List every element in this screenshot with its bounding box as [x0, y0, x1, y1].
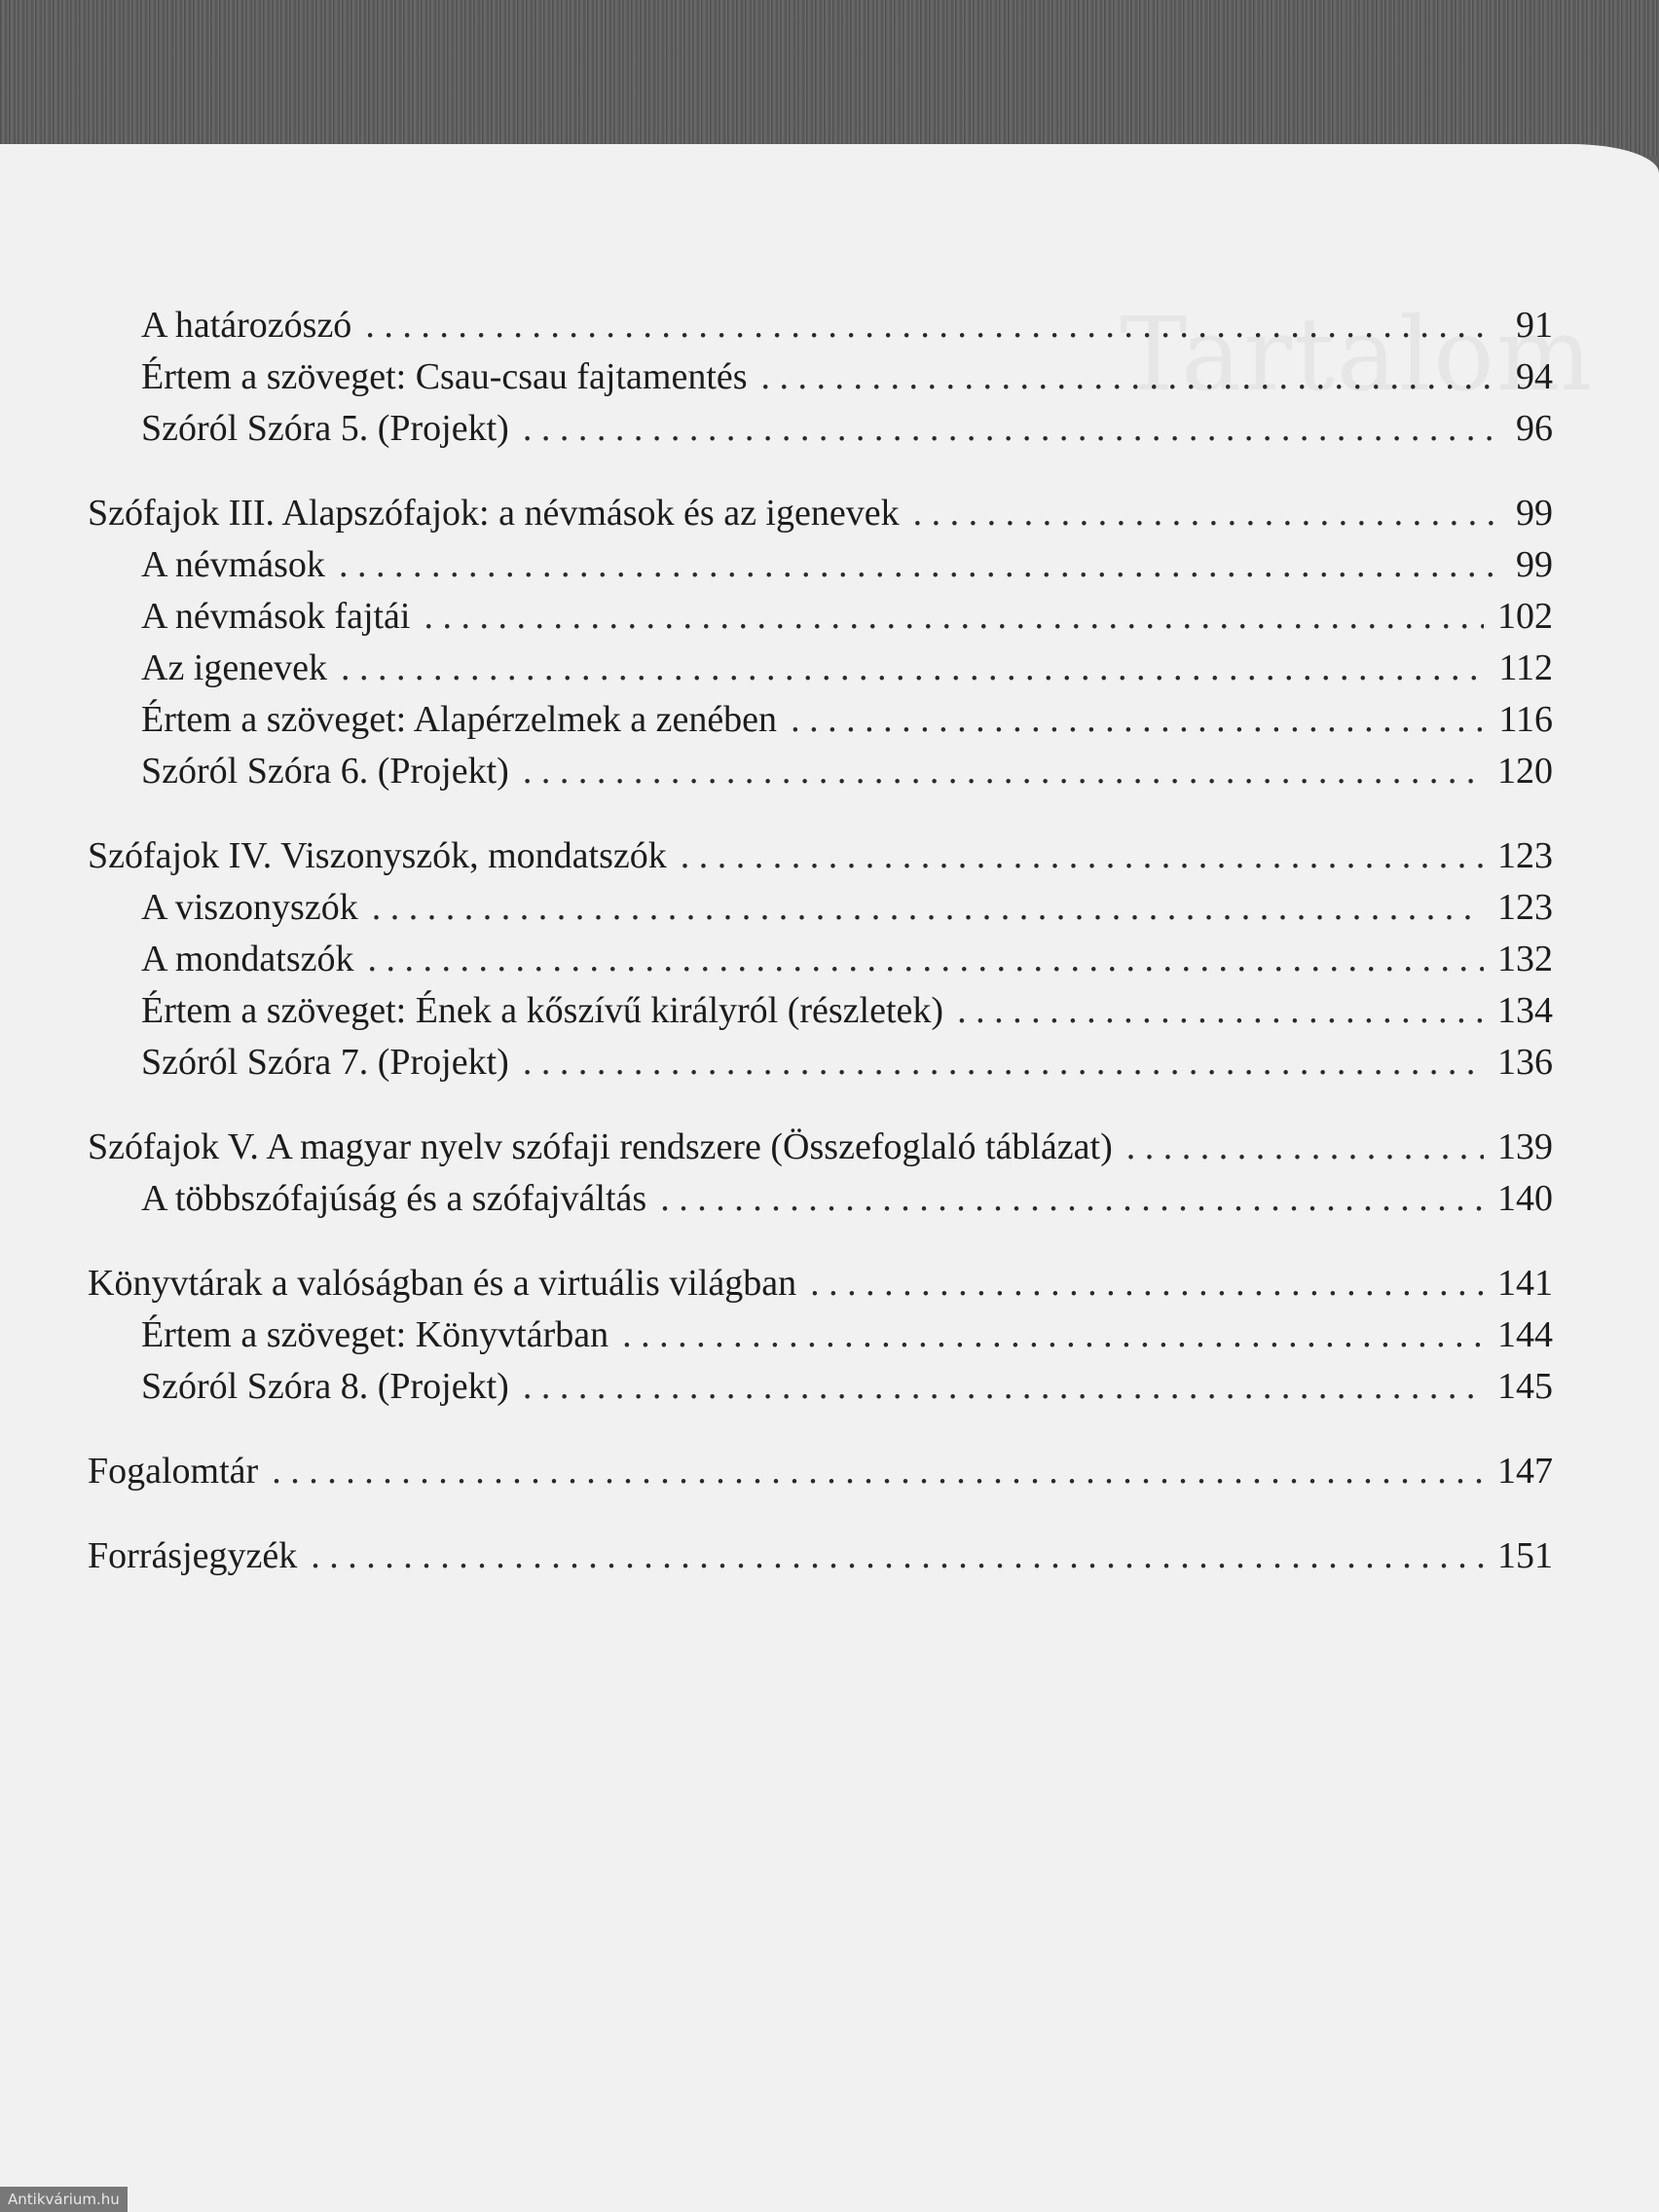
toc-chapter-entry	[88, 830, 1553, 882]
toc-section-entry	[88, 351, 1553, 403]
toc-entry-title: A mondatszók	[141, 939, 354, 979]
toc-dot-leader	[339, 539, 1494, 591]
toc-page-number: 145	[1497, 1366, 1553, 1407]
toc-entry-title: Az igenevek	[141, 647, 327, 688]
toc-page-number: 116	[1498, 699, 1553, 740]
toc-entry-title: A viszonyszók	[141, 887, 358, 928]
toc-entry-title: A többszófajúság és a szófajváltás	[141, 1178, 647, 1219]
toc-dot-leader	[272, 1446, 1484, 1497]
toc-section-entry	[88, 300, 1553, 351]
toc-page-number: 132	[1497, 939, 1553, 979]
toc-dot-leader	[761, 351, 1502, 403]
toc-dot-leader	[622, 1309, 1484, 1361]
toc-entry-title: A névmások fajtái	[141, 596, 411, 637]
toc-section-entry	[88, 1173, 1553, 1225]
toc-dot-leader	[523, 1037, 1484, 1088]
toc-dot-leader	[311, 1530, 1484, 1582]
toc-entry-title: Szóról Szóra 5. (Projekt)	[141, 408, 509, 449]
toc-dot-leader	[424, 591, 1484, 643]
toc-dot-leader	[660, 1173, 1484, 1225]
toc-page-number: 96	[1516, 408, 1553, 449]
toc-entry-title: Fogalomtár	[88, 1451, 259, 1492]
toc-dot-leader	[523, 403, 1502, 455]
toc-section-entry	[88, 403, 1553, 455]
toc-page-number: 141	[1497, 1263, 1553, 1304]
toc-page-number: 99	[1516, 493, 1553, 534]
toc-page-number: 123	[1497, 835, 1553, 876]
toc-section-entry	[88, 1361, 1553, 1413]
toc-chapter-entry	[88, 488, 1553, 539]
toc-entry-title: Értem a szöveget: Könyvtárban	[141, 1314, 609, 1355]
toc-page-number: 112	[1498, 647, 1553, 688]
toc-dot-leader	[791, 694, 1485, 746]
toc-dot-leader	[372, 882, 1484, 934]
toc-section-entry	[88, 934, 1553, 985]
toc-entry-title: Szóról Szóra 8. (Projekt)	[141, 1366, 509, 1407]
toc-page-number: 140	[1497, 1178, 1553, 1219]
toc-entry-title: Szófajok III. Alapszófajok: a névmások és az igenevek	[88, 493, 900, 534]
toc-dot-leader	[1126, 1122, 1484, 1173]
toc-page-number: 91	[1516, 305, 1553, 346]
toc-dot-leader	[341, 643, 1485, 694]
toc-page-number: 102	[1497, 596, 1553, 637]
toc-dot-leader	[810, 1258, 1484, 1309]
toc-page-number: 144	[1497, 1314, 1553, 1355]
toc-dot-leader	[367, 934, 1484, 985]
toc-dot-leader	[681, 830, 1484, 882]
toc-page-number: 99	[1516, 544, 1553, 585]
toc-entry-title: Szóról Szóra 6. (Projekt)	[141, 751, 509, 792]
toc-dot-leader	[365, 300, 1495, 351]
toc-page-number: 134	[1497, 990, 1553, 1031]
toc-dot-leader	[913, 488, 1502, 539]
toc-dot-leader	[957, 985, 1484, 1037]
toc-section-entry	[88, 539, 1553, 591]
toc-entry-title: Szófajok V. A magyar nyelv szófaji rendszere (Összefoglaló táblázat)	[88, 1126, 1113, 1167]
toc-page-number: 120	[1497, 751, 1553, 792]
toc-page-number: 147	[1497, 1451, 1553, 1492]
toc-section-entry	[88, 591, 1553, 643]
toc-chapter-entry	[88, 1258, 1553, 1309]
toc-entry-title: Értem a szöveget: Alapérzelmek a zenében	[141, 699, 778, 740]
background-surface	[0, 0, 1659, 156]
book-page	[0, 144, 1659, 2212]
toc-page-number: 139	[1497, 1126, 1553, 1167]
toc-page-number: 136	[1497, 1042, 1553, 1083]
toc-page-number: 151	[1497, 1535, 1553, 1576]
toc-section-entry	[88, 1309, 1553, 1361]
toc-entry-title: Értem a szöveget: Csau-csau fajtamentés	[141, 356, 748, 397]
toc-entry-title: A névmások	[141, 544, 325, 585]
toc-page-number: 123	[1497, 887, 1553, 928]
toc-chapter-entry	[88, 1122, 1553, 1173]
site-watermark: Antikvárium.hu	[0, 2187, 128, 2212]
toc-entry-title: Forrásjegyzék	[88, 1535, 298, 1576]
toc-entry-title: Szófajok IV. Viszonyszók, mondatszók	[88, 835, 667, 876]
toc-section-entry	[88, 882, 1553, 934]
toc-dot-leader	[523, 746, 1484, 797]
toc-page-number: 94	[1516, 356, 1553, 397]
toc-section-entry	[88, 643, 1553, 694]
toc-chapter-entry	[88, 1530, 1553, 1582]
toc-entry-title: A határozószó	[141, 305, 352, 346]
toc-section-entry	[88, 694, 1553, 746]
toc-entry-title: Értem a szöveget: Ének a kőszívű királyról (részletek)	[141, 990, 944, 1031]
table-of-contents	[88, 300, 1553, 1582]
toc-entry-title: Könyvtárak a valóságban és a virtuális világban	[88, 1263, 797, 1304]
toc-chapter-entry	[88, 1446, 1553, 1497]
toc-entry-title: Szóról Szóra 7. (Projekt)	[141, 1042, 509, 1083]
toc-section-entry	[88, 985, 1553, 1037]
toc-section-entry	[88, 746, 1553, 797]
toc-section-entry	[88, 1037, 1553, 1088]
toc-dot-leader	[523, 1361, 1484, 1413]
